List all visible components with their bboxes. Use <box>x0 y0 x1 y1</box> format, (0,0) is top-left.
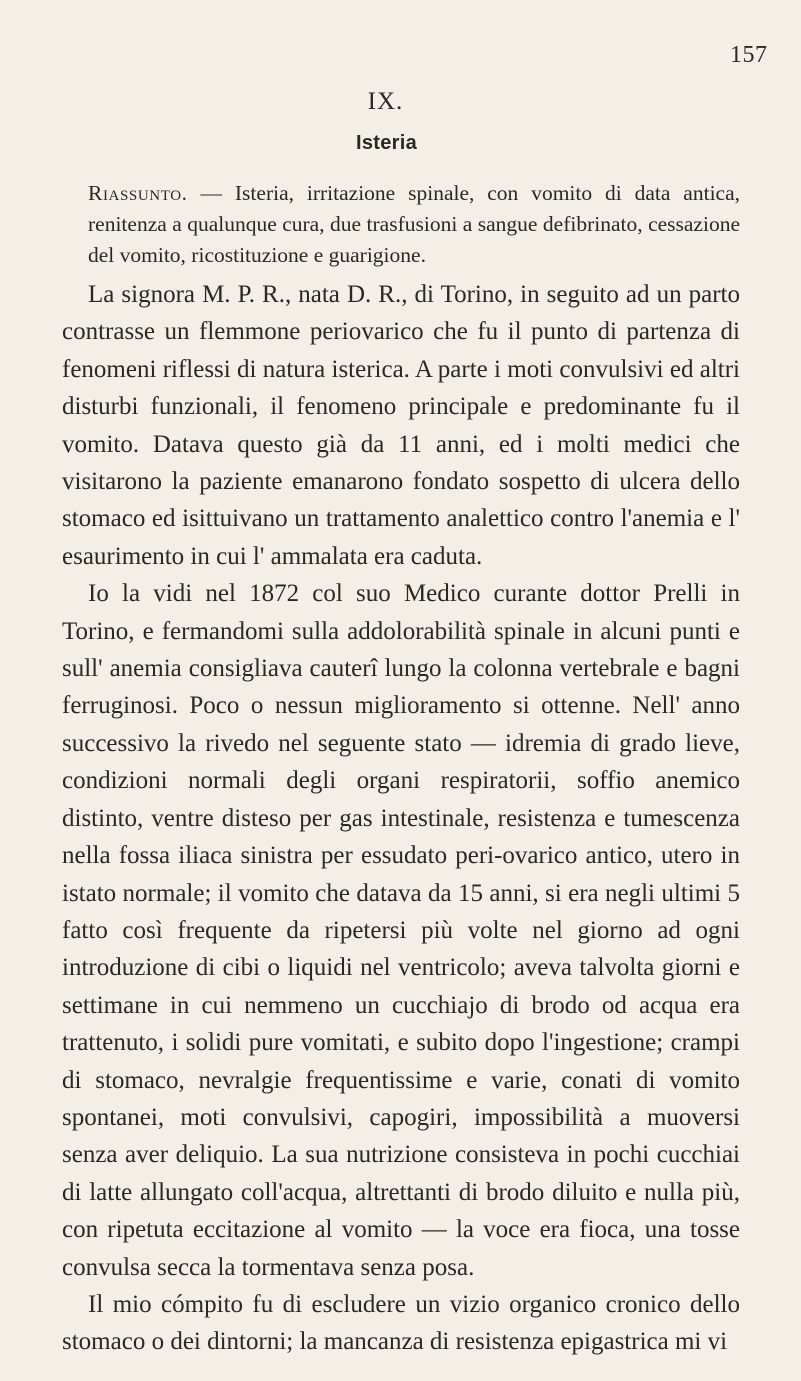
summary-text: — Isteria, irritazione spinale, con vomito di data antica, renitenza a qualunque cura, due trasfusioni a sangue defibrinato, cessazione del vomito, ricostituzione e guarigione. <box>88 181 740 267</box>
paragraph: La signora M. P. R., nata D. R., di Torino, in seguito ad un parto contrasse un flemmone periovarico che fu il punto di partenza di fenomeni riflessi di natura isterica. A parte i moti convulsivi ed altri disturbi funzionali, il fenomeno principale e predominante fu il vomito. Datava questo già da 11 anni, ed i molti medici che visitarono la paziente emanarono fondato sospetto di ulcera dello stomaco ed isittuivano un trattamento analettico contro l'anemia e l' esaurimento in cui l' ammalata era caduta. <box>62 281 740 570</box>
chapter-summary <box>88 178 740 271</box>
chapter-number: IX. <box>367 88 404 115</box>
chapter-heading <box>0 88 801 116</box>
paragraph: Io la vidi nel 1872 col suo Medico curante dottor Prelli in Torino, e fermandomi sulla addolorabilità spinale in alcuni punti e sull' anemia consigliava cauterî lungo la colonna vertebrale e bagni ferruginosi. Poco o nessun miglioramento si ottenne. Nell' anno successivo la rivedo nel seguente stato — idremia di grado lieve, condizioni normali degli organi respiratorii, soffio anemico distinto, ventre disteso per gas intestinale, resistenza e tumescenza nella fossa iliaca sinistra per essudato peri-ovarico antico, utero in istato normale; il vomito che datava da 15 anni, si era negli ultimi 5 fatto così frequente da ripetersi più volte nel giorno ad ogni introduzione di cibi o liquidi nel ventricolo; aveva talvolta giorni e settimane in cui nemmeno un cucchiajo di brodo od acqua era trattenuto, i solidi pure vomitati, e subito dopo l'ingestione; crampi di stomaco, nevralgie frequentissime e varie, conati di vomito spontanei, moti convulsivi, capogiri, impossibilità a muoversi senza aver deliquio. La sua nutrizione consisteva in pochi cucchiai di latte allungato coll'acqua, altrettanti di brodo diluito e nulla più, con ripetuta eccitazione al vomito — la voce era fioca, una tosse convulsa secca la tormentava senza posa. <box>62 580 740 1281</box>
page-number: 157 <box>730 42 768 68</box>
paragraph: Il mio cómpito fu di escludere un vizio organico cronico dello stomaco o dei dintorni; la mancanza di resistenza epigastrica mi vi <box>62 1290 740 1356</box>
summary-lead: Riassunto. <box>88 181 188 205</box>
body-text <box>62 276 740 1361</box>
section-title <box>0 132 801 155</box>
section-title-text: Isteria <box>355 132 418 154</box>
